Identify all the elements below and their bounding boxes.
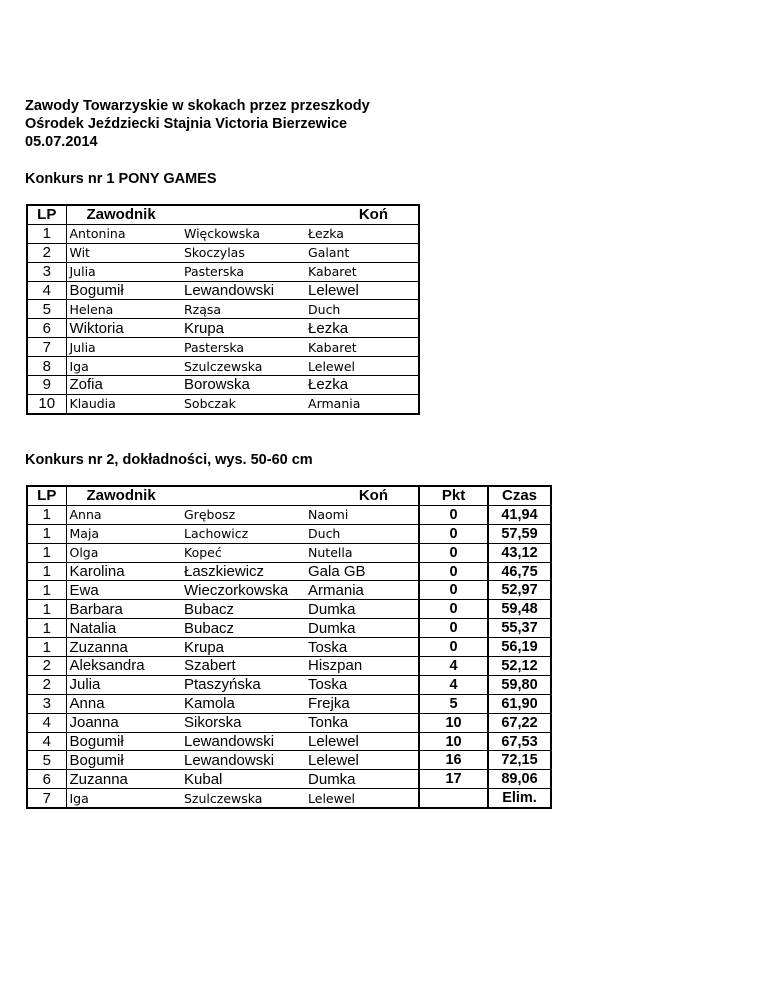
header-lp: LP	[27, 205, 66, 224]
table-row	[27, 524, 551, 543]
first-name-cell: Zuzanna	[66, 770, 181, 789]
table-header-row	[27, 205, 419, 224]
points-cell: 0	[419, 600, 488, 619]
last-name-cell: Kubal	[181, 770, 305, 789]
horse-cell: Hiszpan	[305, 657, 419, 676]
first-name-cell: Anna	[66, 505, 181, 524]
last-name-cell: Sobczak	[181, 394, 305, 413]
horse-cell: Lelewel	[305, 751, 419, 770]
first-name-cell: Olga	[66, 543, 181, 562]
table-row	[27, 543, 551, 562]
horse-cell: Armania	[305, 581, 419, 600]
last-name-cell: Krupa	[181, 319, 305, 338]
place-cell: 1	[27, 619, 66, 638]
horse-cell: Tonka	[305, 713, 419, 732]
last-name-cell: Ptaszyńska	[181, 675, 305, 694]
last-name-cell: Szabert	[181, 657, 305, 676]
points-cell: 0	[419, 638, 488, 657]
points-cell: 0	[419, 524, 488, 543]
time-cell: 59,48	[488, 600, 551, 619]
last-name-cell: Więckowska	[181, 224, 305, 243]
table-row	[27, 505, 551, 524]
first-name-cell: Iga	[66, 789, 181, 808]
place-cell: 8	[27, 357, 66, 376]
place-cell: 2	[27, 675, 66, 694]
table-row	[27, 713, 551, 732]
first-name-cell: Helena	[66, 300, 181, 319]
points-cell: 4	[419, 675, 488, 694]
first-name-cell: Julia	[66, 262, 181, 281]
table-row	[27, 357, 419, 376]
place-cell: 1	[27, 543, 66, 562]
last-name-cell: Borowska	[181, 376, 305, 395]
table-row	[27, 243, 419, 262]
place-cell: 4	[27, 281, 66, 300]
last-name-cell: Bubacz	[181, 600, 305, 619]
points-cell: 0	[419, 581, 488, 600]
place-cell: 3	[27, 694, 66, 713]
header-rider: Zawodnik	[66, 486, 305, 505]
horse-cell: Łezka	[305, 376, 419, 395]
table-row	[27, 394, 419, 413]
points-cell: 0	[419, 543, 488, 562]
header-pkt: Pkt	[419, 486, 488, 505]
horse-cell: Dumka	[305, 770, 419, 789]
first-name-cell: Bogumił	[66, 281, 181, 300]
place-cell: 1	[27, 600, 66, 619]
last-name-cell: Łaszkiewicz	[181, 562, 305, 581]
table-row	[27, 376, 419, 395]
time-cell: 67,22	[488, 713, 551, 732]
points-cell: 0	[419, 562, 488, 581]
last-name-cell: Krupa	[181, 638, 305, 657]
horse-cell: Kabaret	[305, 262, 419, 281]
table-row	[27, 751, 551, 770]
points-cell: 16	[419, 751, 488, 770]
horse-cell: Lelewel	[305, 789, 419, 808]
time-cell: 61,90	[488, 694, 551, 713]
place-cell: 4	[27, 713, 66, 732]
table-row	[27, 581, 551, 600]
first-name-cell: Barbara	[66, 600, 181, 619]
last-name-cell: Lachowicz	[181, 524, 305, 543]
results-table-2	[26, 485, 552, 809]
section1-title: Konkurs nr 1 PONY GAMES	[25, 171, 217, 187]
horse-cell: Galant	[305, 243, 419, 262]
time-cell: 72,15	[488, 751, 551, 770]
first-name-cell: Antonina	[66, 224, 181, 243]
first-name-cell: Karolina	[66, 562, 181, 581]
place-cell: 2	[27, 243, 66, 262]
table-row	[27, 619, 551, 638]
points-cell: 10	[419, 732, 488, 751]
place-cell: 10	[27, 394, 66, 413]
table-row	[27, 338, 419, 357]
points-cell: 17	[419, 770, 488, 789]
time-cell: 55,37	[488, 619, 551, 638]
time-cell: 41,94	[488, 505, 551, 524]
results-table-1	[26, 204, 420, 415]
horse-cell: Duch	[305, 300, 419, 319]
horse-cell: Nutella	[305, 543, 419, 562]
place-cell: 9	[27, 376, 66, 395]
place-cell: 7	[27, 338, 66, 357]
points-cell	[419, 789, 488, 808]
table-row	[27, 224, 419, 243]
last-name-cell: Wieczorkowska	[181, 581, 305, 600]
venue-name: Ośrodek Jeździecki Stajnia Victoria Bierzewice	[25, 116, 348, 132]
header-horse: Koń	[305, 486, 419, 505]
table-row	[27, 694, 551, 713]
points-cell: 0	[419, 505, 488, 524]
table-row	[27, 789, 551, 808]
first-name-cell: Wit	[66, 243, 181, 262]
last-name-cell: Kopeć	[181, 543, 305, 562]
last-name-cell: Szulczewska	[181, 357, 305, 376]
header-rider: Zawodnik	[66, 205, 305, 224]
last-name-cell: Lewandowski	[181, 751, 305, 770]
last-name-cell: Sikorska	[181, 713, 305, 732]
first-name-cell: Bogumił	[66, 751, 181, 770]
horse-cell: Łezka	[305, 319, 419, 338]
first-name-cell: Maja	[66, 524, 181, 543]
first-name-cell: Wiktoria	[66, 319, 181, 338]
table-row	[27, 262, 419, 281]
table-row	[27, 562, 551, 581]
event-title: Zawody Towarzyskie w skokach przez przeszkody	[25, 98, 370, 114]
horse-cell: Armania	[305, 394, 419, 413]
first-name-cell: Zofia	[66, 376, 181, 395]
place-cell: 6	[27, 319, 66, 338]
table-row	[27, 675, 551, 694]
place-cell: 4	[27, 732, 66, 751]
last-name-cell: Bubacz	[181, 619, 305, 638]
last-name-cell: Pasterska	[181, 262, 305, 281]
points-cell: 10	[419, 713, 488, 732]
table-row	[27, 732, 551, 751]
points-cell: 4	[419, 657, 488, 676]
first-name-cell: Anna	[66, 694, 181, 713]
horse-cell: Frejka	[305, 694, 419, 713]
first-name-cell: Klaudia	[66, 394, 181, 413]
table-row	[27, 281, 419, 300]
horse-cell: Lelewel	[305, 281, 419, 300]
place-cell: 7	[27, 789, 66, 808]
document-header	[25, 97, 370, 151]
first-name-cell: Julia	[66, 338, 181, 357]
last-name-cell: Rząsa	[181, 300, 305, 319]
last-name-cell: Lewandowski	[181, 732, 305, 751]
horse-cell: Gala GB	[305, 562, 419, 581]
time-cell: 56,19	[488, 638, 551, 657]
last-name-cell: Lewandowski	[181, 281, 305, 300]
place-cell: 1	[27, 224, 66, 243]
horse-cell: Dumka	[305, 600, 419, 619]
horse-cell: Dumka	[305, 619, 419, 638]
place-cell: 1	[27, 581, 66, 600]
table-row	[27, 638, 551, 657]
horse-cell: Toska	[305, 675, 419, 694]
points-cell: 0	[419, 619, 488, 638]
last-name-cell: Szulczewska	[181, 789, 305, 808]
first-name-cell: Iga	[66, 357, 181, 376]
time-cell: 67,53	[488, 732, 551, 751]
time-cell: 52,12	[488, 657, 551, 676]
last-name-cell: Pasterska	[181, 338, 305, 357]
table-row	[27, 657, 551, 676]
place-cell: 2	[27, 657, 66, 676]
last-name-cell: Grębosz	[181, 505, 305, 524]
first-name-cell: Aleksandra	[66, 657, 181, 676]
place-cell: 1	[27, 638, 66, 657]
time-cell: Elim.	[488, 789, 551, 808]
table-row	[27, 600, 551, 619]
place-cell: 5	[27, 300, 66, 319]
time-cell: 52,97	[488, 581, 551, 600]
place-cell: 1	[27, 562, 66, 581]
table-row	[27, 319, 419, 338]
table-row	[27, 770, 551, 789]
place-cell: 1	[27, 524, 66, 543]
horse-cell: Kabaret	[305, 338, 419, 357]
points-cell: 5	[419, 694, 488, 713]
horse-cell: Łezka	[305, 224, 419, 243]
table-row	[27, 300, 419, 319]
table-header-row	[27, 486, 551, 505]
horse-cell: Lelewel	[305, 732, 419, 751]
place-cell: 6	[27, 770, 66, 789]
header-time: Czas	[488, 486, 551, 505]
place-cell: 3	[27, 262, 66, 281]
last-name-cell: Skoczylas	[181, 243, 305, 262]
horse-cell: Toska	[305, 638, 419, 657]
time-cell: 89,06	[488, 770, 551, 789]
horse-cell: Duch	[305, 524, 419, 543]
time-cell: 46,75	[488, 562, 551, 581]
last-name-cell: Kamola	[181, 694, 305, 713]
header-lp: LP	[27, 486, 66, 505]
event-date: 05.07.2014	[25, 134, 98, 150]
first-name-cell: Joanna	[66, 713, 181, 732]
first-name-cell: Julia	[66, 675, 181, 694]
place-cell: 1	[27, 505, 66, 524]
horse-cell: Naomi	[305, 505, 419, 524]
time-cell: 59,80	[488, 675, 551, 694]
time-cell: 57,59	[488, 524, 551, 543]
header-horse: Koń	[305, 205, 419, 224]
first-name-cell: Zuzanna	[66, 638, 181, 657]
first-name-cell: Bogumił	[66, 732, 181, 751]
first-name-cell: Natalia	[66, 619, 181, 638]
place-cell: 5	[27, 751, 66, 770]
first-name-cell: Ewa	[66, 581, 181, 600]
horse-cell: Lelewel	[305, 357, 419, 376]
time-cell: 43,12	[488, 543, 551, 562]
section2-title: Konkurs nr 2, dokładności, wys. 50-60 cm	[25, 452, 313, 468]
